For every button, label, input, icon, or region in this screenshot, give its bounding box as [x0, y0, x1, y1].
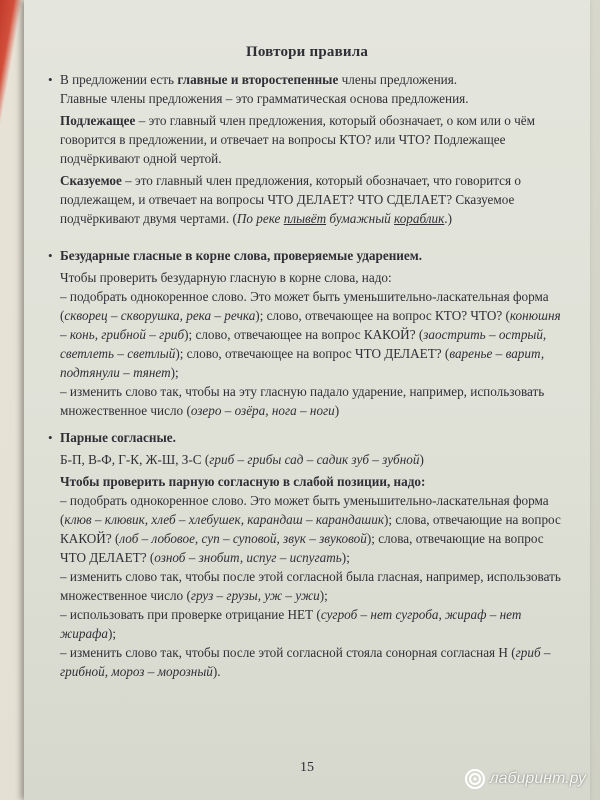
labirint-logo-icon	[464, 768, 486, 790]
predicate-term: Сказуемое	[60, 173, 122, 188]
rule-item: – изменить слово так, чтобы после этой согласной была гласная, например, использовать множественное число (груз – грузы, уж – ужи);	[60, 569, 561, 603]
rule-item: – подобрать однокоренное слово. Это может быть уменьшительно-ласкательная форма (скворец – скворушка, река – речка); слово, отвечающее на вопрос КТО? ЧТО? (конюшня – конь, грибной – гриб); слово, отвечающее на вопрос КАКОЙ? (заострить – острый, светлеть – светлый); слово, отвечающее на вопрос ЧТО ДЕЛАЕТ? (варенье – варит, подтянули – тянет);	[60, 289, 561, 380]
pairs-line: Б-П, В-Ф, Г-К, Ж-Ш, З-С (гриб – грибы сад – садик зуб – зубной)	[60, 452, 424, 467]
bullet-icon: •	[48, 72, 53, 87]
page-number: 15	[300, 760, 314, 775]
subject-paragraph: Подлежащее – это главный член предложения, который обозначает, о ком или о чём говорится в предложении, и отвечает на вопросы КТО? или ЧТО? Подлежащее подчёркивают одной чертой.	[60, 113, 535, 166]
rule-item: – изменить слово так, чтобы после этой согласной стояла сонорная согласная Н (гриб – грибной, мороз – морозный).	[60, 645, 551, 679]
section-paired-consonants	[48, 428, 568, 681]
watermark	[464, 768, 586, 790]
section-heading: Парные согласные.	[60, 430, 176, 445]
section-intro: Чтобы проверить парную согласную в слабой позиции, надо:	[60, 474, 426, 489]
example-verb: плывёт	[283, 211, 327, 226]
section-heading: Безударные гласные в корне слова, проверяемые ударением.	[60, 248, 423, 263]
main-members-paragraph: Главные члены предложения – это грамматическая основа предложения.	[60, 91, 469, 106]
subject-term: Подлежащее	[60, 113, 136, 128]
section-intro: Чтобы проверить безударную гласную в корне слова, надо:	[60, 270, 392, 285]
rule-item: – подобрать однокоренное слово. Это может быть уменьшительно-ласкательная форма (клюв – клювик, хлеб – хлебушек, карандаш – карандашик); слова, отвечающие на вопрос КАКОЙ? (лоб – лобовое, суп – суповой, звук – звуковой); слова, отвечающие на вопрос ЧТО ДЕЛАЕТ? (озноб – знобит, испуг – испугать);	[60, 493, 561, 565]
example-noun: кораблик	[394, 211, 445, 226]
rule-item: – изменить слово так, чтобы на эту гласную падало ударение, например, использовать множественное число (озеро – озёра, нога – ноги)	[60, 384, 545, 418]
intro-paragraph: В предложении есть главные и второстепенные члены предложения.	[60, 72, 458, 87]
page-title: Повтори правила	[245, 44, 369, 60]
section-sentence-members	[48, 70, 568, 228]
rule-item: – использовать при проверке отрицание НЕТ (сугроб – нет сугроба, жираф – нет жирафа);	[60, 607, 522, 641]
watermark-text: лабиринт.ру	[489, 770, 586, 788]
section-unstressed-vowels	[48, 246, 568, 420]
bullet-icon: •	[48, 248, 53, 263]
book-page	[24, 0, 590, 800]
predicate-paragraph: Сказуемое – это главный член предложения, который обозначает, что говорится о подлежащем, и отвечает на вопросы ЧТО ДЕЛАЕТ? ЧТО СДЕЛАЕТ? Сказуемое подчёркивают двумя чертами. (По реке плывёт бумажный кораблик.)	[60, 173, 521, 226]
bullet-icon: •	[48, 430, 53, 445]
